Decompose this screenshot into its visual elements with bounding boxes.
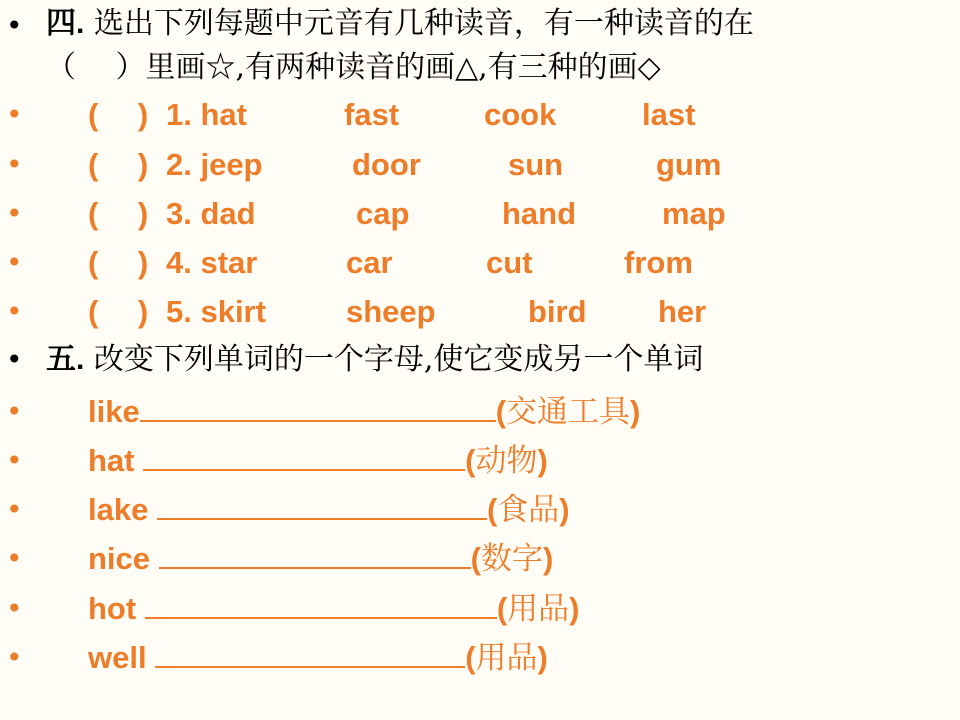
category-hint: 交通工具 — [506, 394, 631, 430]
question-label: 2. jeep — [166, 147, 263, 182]
answer-blank[interactable] — [155, 636, 465, 668]
source-word: well — [88, 640, 147, 675]
fill-line: hot (用品) — [88, 587, 579, 631]
question-label: 5. skirt — [166, 294, 266, 329]
fill-line: nice (数字) — [88, 537, 553, 581]
word-1: cap — [356, 196, 410, 231]
answer-blank[interactable] — [157, 488, 487, 520]
source-word: lake — [88, 492, 149, 527]
question-label: 1. hat — [166, 97, 247, 132]
answer-parentheses[interactable]: ( ) — [88, 147, 149, 182]
bullet: • — [6, 641, 23, 674]
bullet: • — [6, 9, 23, 42]
bullet: • — [6, 197, 23, 230]
bullet: • — [6, 395, 23, 428]
word-1: car — [346, 245, 393, 280]
bullet: • — [6, 246, 23, 279]
answer-parentheses[interactable]: ( ) — [88, 97, 149, 132]
answer-blank[interactable] — [140, 390, 496, 422]
answer-blank[interactable] — [143, 439, 465, 471]
category-hint: 动物 — [475, 443, 538, 479]
bullet: • — [6, 592, 23, 625]
bullet: • — [6, 295, 23, 328]
category-hint: 食品 — [497, 492, 560, 528]
source-word: hot — [88, 591, 137, 626]
bullet: • — [6, 98, 23, 131]
fill-line: like (交通工具) — [88, 390, 640, 434]
word-3: map — [662, 196, 726, 231]
word-3: last — [642, 97, 696, 132]
question-label: 4. star — [166, 245, 258, 280]
word-1: fast — [344, 97, 400, 132]
word-1: sheep — [346, 294, 436, 329]
answer-parentheses[interactable]: ( ) — [88, 245, 149, 280]
word-1: door — [352, 147, 421, 182]
category-hint: 用品 — [475, 640, 538, 676]
category-hint: 用品 — [507, 591, 570, 627]
bullet: • — [6, 444, 23, 477]
answer-blank[interactable] — [159, 537, 471, 569]
word-2: hand — [502, 196, 577, 231]
word-3: gum — [656, 147, 722, 182]
section4-title: 四. 选出下列每题中元音有几种读音，有一种读音的在 — [46, 6, 754, 41]
bullet: • — [6, 542, 23, 575]
section5-title: 五. 改变下列单词的一个字母,使它变成另一个单词 — [46, 342, 704, 377]
source-word: hat — [88, 443, 135, 478]
word-3: from — [624, 245, 693, 280]
word-2: sun — [508, 147, 564, 182]
source-word: nice — [88, 541, 151, 576]
fill-line: hat (动物) — [88, 439, 548, 483]
word-3: her — [658, 294, 707, 329]
fill-line: lake (食品) — [88, 488, 570, 532]
section4-title-line2: （ ）里画☆,有两种读音的画△,有三种的画◇ — [46, 50, 661, 85]
answer-parentheses[interactable]: ( ) — [88, 196, 149, 231]
answer-parentheses[interactable]: ( ) — [88, 294, 149, 329]
question-label: 3. dad — [166, 196, 256, 231]
word-2: cut — [486, 245, 533, 280]
category-hint: 数字 — [480, 541, 543, 577]
word-2: bird — [528, 294, 587, 329]
fill-line: well (用品) — [88, 636, 548, 680]
source-word: like — [88, 394, 140, 429]
bullet: • — [6, 343, 23, 376]
answer-blank[interactable] — [145, 587, 497, 619]
bullet: • — [6, 493, 23, 526]
word-2: cook — [484, 97, 557, 132]
bullet: • — [6, 148, 23, 181]
